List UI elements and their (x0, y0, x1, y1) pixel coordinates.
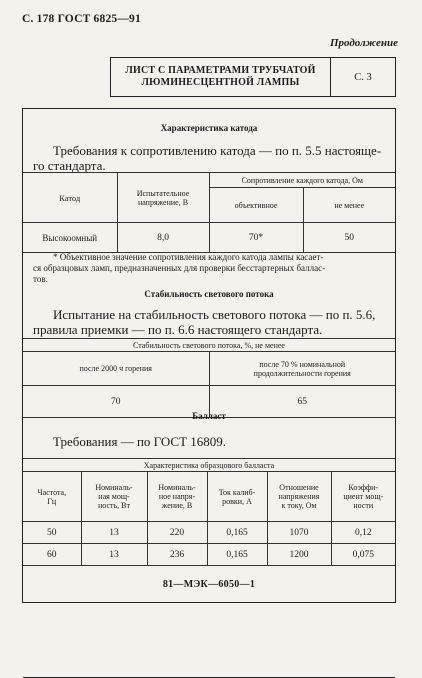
ballast-table (23, 458, 395, 566)
table-cell: 220 (147, 522, 207, 544)
flux-col2-header (209, 352, 395, 386)
cathode-note-line2: ся образцовых ламп, предназначенных для проверки бесстартерных баллас- (33, 263, 326, 273)
voltage-col-header (117, 173, 209, 223)
table-cell: 60 (23, 544, 81, 566)
nominal-voltage-col-header (147, 472, 207, 522)
sheet-title-line1: ЛИСТ С ПАРАМЕТРАМИ ТРУБЧАТОЙ (125, 65, 316, 76)
table-row (23, 223, 395, 253)
voltage-header-line1: Испытательное (136, 188, 190, 198)
cathode-note-line3: тов. (33, 274, 48, 284)
header-line: Номиналь- (158, 483, 196, 492)
min-col-header: не менее (303, 188, 395, 223)
table-cell: 50 (23, 522, 81, 544)
cathode-col-header: Катод (23, 173, 117, 223)
title-box (110, 57, 396, 97)
resistance-col-header: Сопротивление каждого катода, Ом (209, 173, 395, 188)
header-line: ности (353, 501, 374, 510)
header-line: к току, Ом (281, 501, 317, 510)
min-cell: 50 (303, 223, 395, 253)
table-cell: 1200 (267, 544, 331, 566)
content-frame (22, 108, 396, 603)
flux-table (23, 338, 395, 418)
header-line: ная мощ- (98, 492, 130, 501)
frequency-col-header (23, 472, 81, 522)
cathode-cell: Высокоомный (23, 223, 117, 253)
objective-col-header: объективное (209, 188, 303, 223)
voltage-header-line2: напряжение, В (137, 197, 189, 207)
table-cell: 0,165 (207, 544, 267, 566)
flux-para-line1: Испытание на стабильность светового потока — по п. 5.6, (53, 307, 376, 322)
flux-table-header: Стабильность светового потока, %, не менее (23, 339, 395, 352)
flux-col2-header-line1: после 70 % номинальной (259, 359, 346, 369)
ballast-heading: Балласт (192, 411, 226, 421)
table-cell: 0,165 (207, 522, 267, 544)
table-cell: 0,075 (331, 544, 395, 566)
ballast-table-header: Характеристика образцового балласта (23, 459, 395, 472)
header-line: ровки, А (222, 496, 252, 506)
table-cell: 236 (147, 544, 207, 566)
header-line: Гц (47, 496, 57, 506)
power-col-header (81, 472, 147, 522)
header-line: Ток калиб- (218, 487, 256, 497)
cathode-para-line2: го стандарта. (33, 158, 106, 173)
cathode-para-line1: Требования к сопротивлению катода — по п. 5.5 настояще- (53, 143, 382, 158)
header-line: циент мощ- (343, 492, 384, 501)
flux-heading: Стабильность светового потока (144, 289, 274, 299)
header-line: ность, Вт (97, 501, 130, 510)
header-line: жение, В (161, 501, 193, 510)
header-line: ное напря- (158, 492, 196, 501)
header-line: Номиналь- (95, 483, 133, 492)
voltage-cell: 8,0 (117, 223, 209, 253)
flux-col2-header-line2: продолжительности горения (253, 368, 351, 378)
header-line: напряжения (278, 492, 320, 501)
power-factor-col-header (331, 472, 395, 522)
table-cell: 0,12 (331, 522, 395, 544)
voltage-current-ratio-col-header (267, 472, 331, 522)
cathode-note-line1: * Объективное значение сопротивления каждого катода лампы касает- (53, 252, 324, 262)
table-row (23, 522, 395, 544)
flux-col1-header: после 2000 ч горения (23, 352, 209, 386)
flux-para-line2: правила приемки — по п. 6.6 настоящего стандарта. (33, 322, 323, 337)
flux-value-70pct: 65 (209, 386, 395, 418)
table-row (23, 544, 395, 566)
header-line: Частота, (37, 487, 67, 497)
cathode-heading: Характеристика катода (160, 123, 258, 133)
calibration-current-col-header (207, 472, 267, 522)
ballast-para: Требования — по ГОСТ 16809. (53, 434, 227, 449)
flux-value-2000h: 70 (23, 386, 209, 418)
table-cell: 1070 (267, 522, 331, 544)
ballast-col-headers (23, 472, 395, 522)
header-line: Отношение (279, 483, 319, 492)
sheet-title (111, 58, 331, 96)
page-header: С. 178 ГОСТ 6825—91 (22, 13, 141, 25)
sheet-title-line2: ЛЮМИНЕСЦЕНТНОЙ ЛАМПЫ (141, 77, 300, 88)
header-line: Коэффи- (348, 483, 379, 492)
cathode-table (23, 172, 395, 253)
objective-cell: 70* (209, 223, 303, 253)
continued-label: Продолжение (329, 37, 398, 49)
table-cell: 13 (81, 522, 147, 544)
table-cell: 13 (81, 544, 147, 566)
sheet-number: С. 3 (354, 71, 372, 83)
footer-code: 81—МЭК—6050—1 (162, 579, 256, 590)
